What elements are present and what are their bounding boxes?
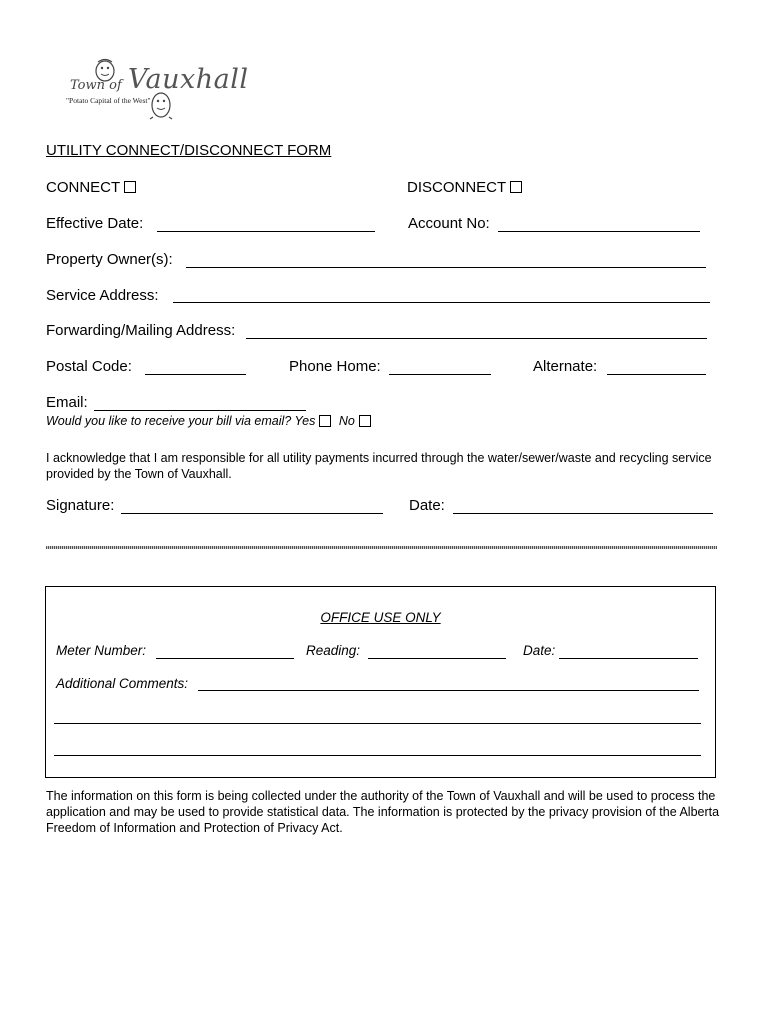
effective-date-field[interactable] <box>157 231 375 232</box>
connect-label: CONNECT <box>46 179 121 196</box>
office-use-title: OFFICE USE ONLY <box>320 610 441 625</box>
postal-code-field[interactable] <box>145 374 246 375</box>
additional-comments-line-3[interactable] <box>54 755 701 756</box>
office-date-label: Date: <box>523 643 556 658</box>
effective-date-label: Effective Date: <box>46 215 144 232</box>
property-owner-label: Property Owner(s): <box>46 251 173 268</box>
logo-name-text: Vauxhall <box>128 64 249 95</box>
office-use-panel <box>45 586 716 778</box>
signature-field[interactable] <box>121 513 383 514</box>
disconnect-label: DISCONNECT <box>407 179 507 196</box>
alternate-label: Alternate: <box>533 358 598 375</box>
email-bill-question <box>46 414 371 428</box>
town-logo <box>60 58 260 122</box>
forwarding-address-field[interactable] <box>246 338 707 339</box>
connect-option <box>46 179 136 196</box>
meter-number-field[interactable] <box>156 658 294 659</box>
signature-date-field[interactable] <box>453 513 713 514</box>
email-bill-question-text: Would you like to receive your bill via email? Yes <box>46 414 316 428</box>
meter-number-label: Meter Number: <box>56 643 147 658</box>
disconnect-checkbox[interactable] <box>510 181 522 193</box>
connect-checkbox[interactable] <box>124 181 136 193</box>
property-owner-field[interactable] <box>186 267 706 268</box>
email-label: Email: <box>46 394 88 411</box>
signature-label: Signature: <box>46 497 115 514</box>
section-divider <box>46 546 717 549</box>
email-field[interactable] <box>94 410 306 411</box>
signature-date-label: Date: <box>409 497 445 514</box>
disconnect-option <box>407 179 522 196</box>
logo-tagline: "Potato Capital of the West" <box>66 96 151 105</box>
account-no-field[interactable] <box>498 231 700 232</box>
logo-town-text: Town of <box>70 78 122 93</box>
email-bill-no-text: No <box>338 414 355 428</box>
additional-comments-line-2[interactable] <box>54 723 701 724</box>
office-date-field[interactable] <box>559 658 698 659</box>
form-title: UTILITY CONNECT/DISCONNECT FORM <box>46 142 332 159</box>
phone-home-label: Phone Home: <box>289 358 381 375</box>
account-no-label: Account No: <box>408 215 490 232</box>
additional-comments-field[interactable] <box>198 690 699 691</box>
reading-field[interactable] <box>368 658 506 659</box>
acknowledgement-text: I acknowledge that I am responsible for all utility payments incurred through the water/sewer/waste and recycling service provided by the Town of Vauxhall. <box>46 451 712 481</box>
forwarding-address-label: Forwarding/Mailing Address: <box>46 322 236 339</box>
additional-comments-label: Additional Comments: <box>56 676 189 691</box>
email-bill-no-checkbox[interactable] <box>359 415 371 427</box>
alternate-phone-field[interactable] <box>607 374 706 375</box>
email-bill-yes-checkbox[interactable] <box>319 415 331 427</box>
privacy-notice: The information on this form is being collected under the authority of the Town of Vauxhall and will be used to process the application and may be used to provide statistical data. The information is protected by the privacy provision of the Alberta Freedom of Information and Protection of Privacy Act. <box>46 789 720 835</box>
service-address-label: Service Address: <box>46 287 159 304</box>
service-address-field[interactable] <box>173 302 710 303</box>
phone-home-field[interactable] <box>389 374 491 375</box>
reading-label: Reading: <box>306 643 361 658</box>
postal-code-label: Postal Code: <box>46 358 132 375</box>
